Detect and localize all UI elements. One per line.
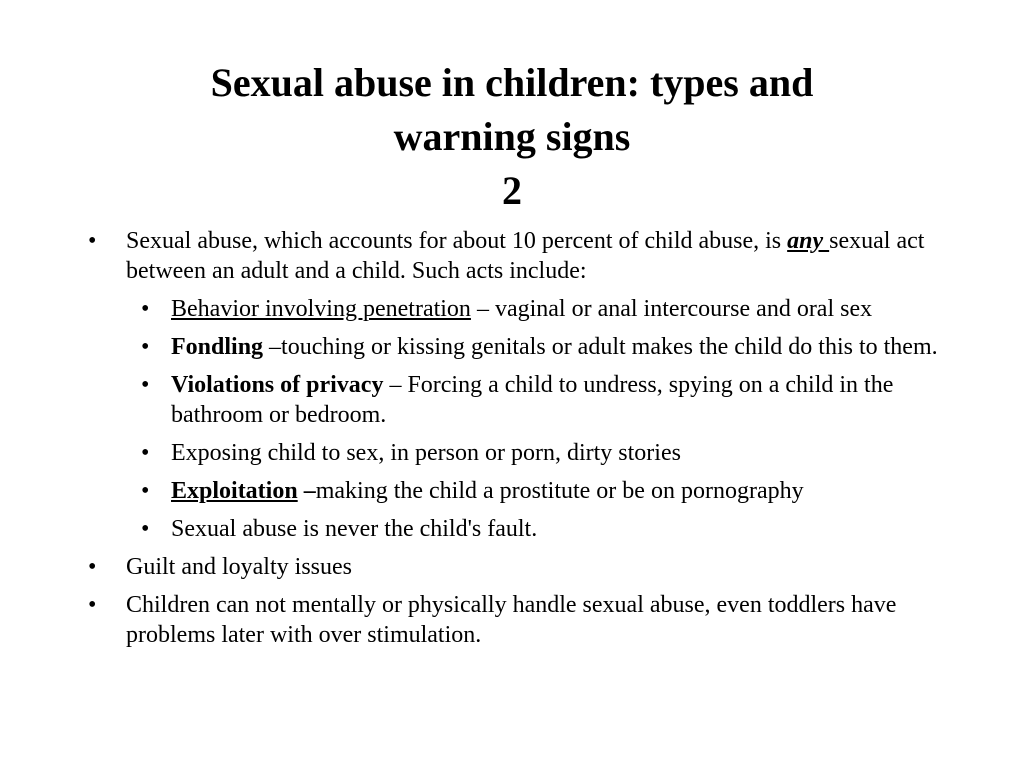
- title-line-2: warning signs: [393, 114, 631, 159]
- intro-emphasis: any: [787, 228, 830, 254]
- sub-item-privacy: [0, 370, 1024, 430]
- sub-item-rest: –touching or kissing genitals or adult makes the child do this to them.: [263, 334, 938, 360]
- sub-item-rest: – vaginal or anal intercourse and oral sex: [470, 296, 873, 322]
- bullet-icon: •: [88, 554, 97, 580]
- bullet-icon: •: [88, 592, 97, 618]
- sub-item-term: Violations of privacy: [171, 372, 384, 398]
- bullet-icon: •: [141, 478, 150, 504]
- sub-item-term: Fondling: [171, 334, 264, 360]
- bullet-icon: •: [141, 516, 150, 542]
- intro-text-before: Sexual abuse, which accounts for about 10 percent of child abuse, is: [126, 228, 788, 254]
- sub-item-exploitation: [0, 476, 1024, 506]
- sub-item-penetration: [0, 294, 1024, 324]
- intro-text-after: sexual act between an adult and a child. Such acts include:: [126, 228, 925, 284]
- sub-item-text: Exposing child to sex, in person or porn, dirty stories: [171, 440, 681, 466]
- sub-item-rest: – Forcing a child to undress, spying on a child in the bathroom or bedroom.: [171, 372, 894, 428]
- list-item-children: [0, 590, 1024, 650]
- sub-item-term: Exploitation: [171, 478, 298, 504]
- sub-item-rest: making the child a prostitute or be on pornography: [315, 478, 804, 504]
- title-line-3: 2: [502, 168, 522, 213]
- sub-item-dash: –: [297, 478, 316, 504]
- bullet-icon: •: [141, 372, 150, 398]
- sub-item-exposing: [0, 438, 1024, 468]
- bullet-icon: •: [88, 228, 97, 254]
- sub-item-text: Sexual abuse is never the child's fault.: [171, 516, 538, 542]
- bullet-icon: •: [141, 440, 150, 466]
- sub-item-term: Behavior involving penetration: [171, 296, 471, 322]
- bullet-icon: •: [141, 296, 150, 322]
- bullet-list: [0, 226, 1024, 658]
- sub-item-fondling: [0, 332, 1024, 362]
- list-item-intro: [0, 226, 1024, 544]
- sub-item-fault: [0, 514, 1024, 544]
- sub-bullet-list: [0, 294, 1024, 544]
- list-item-text: Children can not mentally or physically handle sexual abuse, even toddlers have problems later with over stimulation.: [126, 592, 897, 648]
- list-item-guilt: [0, 552, 1024, 582]
- slide-title: [60, 56, 964, 218]
- title-line-1: Sexual abuse in children: types and: [210, 60, 814, 105]
- bullet-icon: •: [141, 334, 150, 360]
- list-item-text: Guilt and loyalty issues: [126, 554, 352, 580]
